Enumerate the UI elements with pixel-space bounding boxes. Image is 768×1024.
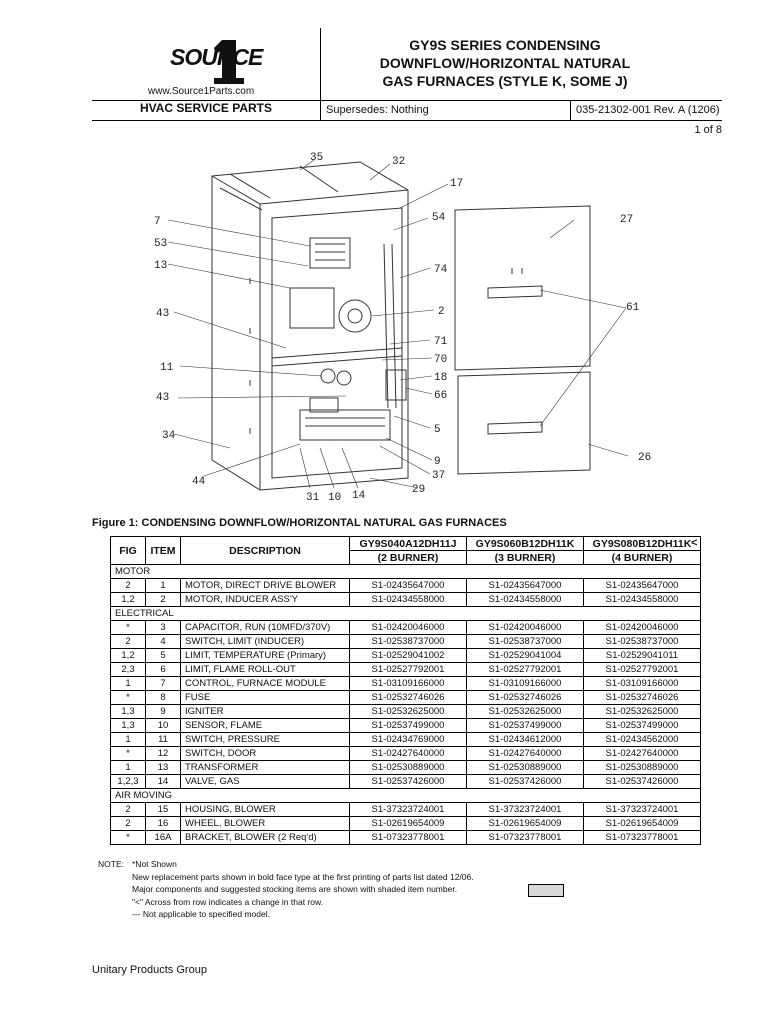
cell-part-number: S1-02434558000	[584, 593, 701, 607]
cell-part-number: S1-02420046000	[584, 621, 701, 635]
cell-description: BRACKET, BLOWER (2 Req'd)	[181, 831, 350, 845]
notes-label: NOTE:	[98, 859, 124, 869]
cell-item: 10	[146, 719, 181, 733]
cell-part-number: S1-02530889000	[584, 761, 701, 775]
cell-part-number: S1-02420046000	[467, 621, 584, 635]
diagram-callout: 32	[392, 156, 406, 168]
table-row	[111, 635, 701, 649]
cell-part-number: S1-02434612000	[467, 733, 584, 747]
cell-part-number: S1-02527792001	[350, 663, 467, 677]
note-line: "<" Across from row indicates a change in that row.	[132, 896, 324, 907]
cell-description: FUSE	[181, 691, 350, 705]
cell-item: 6	[146, 663, 181, 677]
diagram-callout: 17	[450, 178, 464, 190]
cell-fig: 1	[111, 733, 146, 747]
document-title	[340, 36, 670, 90]
cell-item: 16	[146, 817, 181, 831]
cell-part-number: S1-02427640000	[467, 747, 584, 761]
cell-item: 8	[146, 691, 181, 705]
parts-table	[110, 536, 701, 845]
diagram-callout: 44	[192, 476, 206, 488]
cell-item: 13	[146, 761, 181, 775]
cell-item: 9	[146, 705, 181, 719]
diagram-callout: 74	[434, 264, 448, 276]
col-header-item: ITEM	[146, 537, 181, 565]
cell-fig: *	[111, 831, 146, 845]
cell-part-number: S1-02537499000	[350, 719, 467, 733]
cell-description: TRANSFORMER	[181, 761, 350, 775]
table-row	[111, 677, 701, 691]
cell-part-number: S1-02538737000	[350, 635, 467, 649]
diagram-callout: 18	[434, 372, 448, 384]
cell-fig: *	[111, 621, 146, 635]
cell-description: HOUSING, BLOWER	[181, 803, 350, 817]
diagram-callout: 66	[434, 390, 448, 402]
diagram-callout: 54	[432, 212, 446, 224]
cell-item: 4	[146, 635, 181, 649]
cell-part-number: S1-02427640000	[584, 747, 701, 761]
table-row	[111, 733, 701, 747]
cell-fig: *	[111, 747, 146, 761]
cell-part-number: S1-02619654009	[584, 817, 701, 831]
group-label: AIR MOVING	[111, 789, 701, 803]
cell-part-number: S1-03109166000	[584, 677, 701, 691]
diagram-callout: 7	[154, 216, 161, 228]
cell-part-number: S1-02537426000	[350, 775, 467, 789]
cell-part-number: S1-02434558000	[467, 593, 584, 607]
cell-description: SWITCH, LIMIT (INDUCER)	[181, 635, 350, 649]
col-header-model: GY9S040A12DH11J	[350, 537, 467, 551]
diagram-callout: 26	[638, 452, 652, 464]
cell-description: SWITCH, DOOR	[181, 747, 350, 761]
document-number: 035-21302-001 Rev. A (1206)	[576, 104, 720, 116]
diagram-callout: 71	[434, 336, 448, 348]
col-header-burners: (3 BURNER)	[467, 551, 584, 565]
table-row	[111, 691, 701, 705]
cell-part-number: S1-02434562000	[584, 733, 701, 747]
cell-description: LIMIT, FLAME ROLL-OUT	[181, 663, 350, 677]
footer: Unitary Products Group	[92, 964, 207, 976]
table-row	[111, 593, 701, 607]
cell-item: 5	[146, 649, 181, 663]
cell-item: 14	[146, 775, 181, 789]
cell-part-number: S1-02530889000	[350, 761, 467, 775]
cell-part-number: S1-02434558000	[350, 593, 467, 607]
header-rule	[92, 120, 722, 121]
cell-part-number: S1-02532625000	[350, 705, 467, 719]
cell-part-number: S1-37323724001	[350, 803, 467, 817]
section-label: HVAC SERVICE PARTS	[139, 101, 273, 115]
col-header-burners: (4 BURNER)	[584, 551, 701, 565]
cell-part-number: S1-02532625000	[584, 705, 701, 719]
cell-part-number: S1-02420046000	[350, 621, 467, 635]
table-row	[111, 621, 701, 635]
diagram-callout: 11	[160, 362, 174, 374]
cell-part-number: S1-02435647000	[584, 579, 701, 593]
cell-part-number: S1-02532746026	[584, 691, 701, 705]
group-label: ELECTRICAL	[111, 607, 701, 621]
table-row	[111, 663, 701, 677]
col-header-fig: FIG	[111, 537, 146, 565]
title-line: GY9S SERIES CONDENSING	[409, 37, 601, 53]
header-divider	[320, 28, 321, 120]
cell-description: LIMIT, TEMPERATURE (Primary)	[181, 649, 350, 663]
cell-part-number: S1-02537426000	[584, 775, 701, 789]
table-row	[111, 803, 701, 817]
change-mark: <	[691, 537, 698, 549]
cell-fig: 1,3	[111, 719, 146, 733]
diagram-callout: 13	[154, 260, 168, 272]
table-group-row	[111, 789, 701, 803]
cell-item: 11	[146, 733, 181, 747]
cell-part-number: S1-02538737000	[584, 635, 701, 649]
cell-part-number: S1-02537499000	[467, 719, 584, 733]
cell-fig: 1	[111, 677, 146, 691]
col-header-model: GY9S080B12DH11K	[584, 537, 701, 551]
table-row	[111, 817, 701, 831]
diagram-callout: 61	[626, 302, 640, 314]
cell-fig: *	[111, 691, 146, 705]
cell-item: 15	[146, 803, 181, 817]
cell-fig: 2	[111, 803, 146, 817]
cell-fig: 2,3	[111, 663, 146, 677]
note-line: *Not Shown	[132, 859, 177, 869]
table-row	[111, 761, 701, 775]
cell-fig: 1,2,3	[111, 775, 146, 789]
table-row	[111, 719, 701, 733]
cell-item: 12	[146, 747, 181, 761]
diagram-callout: 10	[328, 492, 342, 504]
note-line: --- Not applicable to specified model.	[132, 909, 270, 919]
cell-part-number: S1-02619654009	[467, 817, 584, 831]
table-group-row	[111, 607, 701, 621]
table-row	[111, 831, 701, 845]
cell-item: 3	[146, 621, 181, 635]
cell-part-number: S1-02529041004	[467, 649, 584, 663]
cell-part-number: S1-02538737000	[467, 635, 584, 649]
cell-part-number: S1-02532746026	[467, 691, 584, 705]
furnace-exploded-diagram	[150, 148, 670, 508]
diagram-callout: 70	[434, 354, 448, 366]
cell-part-number: S1-02532746026	[350, 691, 467, 705]
cell-part-number: S1-07323778001	[350, 831, 467, 845]
cell-part-number: S1-02619654009	[350, 817, 467, 831]
cell-part-number: S1-03109166000	[350, 677, 467, 691]
logo-url[interactable]: www.Source1Parts.com	[148, 86, 255, 97]
note-line: New replacement parts shown in bold face type at the first printing of parts list dated 12/06.	[132, 871, 474, 882]
page-number: 1 of 8	[694, 124, 722, 136]
table-row	[111, 747, 701, 761]
diagram-callout: 35	[310, 152, 324, 164]
cell-part-number: S1-02435647000	[350, 579, 467, 593]
title-line: GAS FURNACES (STYLE K, SOME J)	[382, 73, 628, 89]
cell-part-number: S1-02527792001	[467, 663, 584, 677]
cell-description: CAPACITOR, RUN (10MFD/370V)	[181, 621, 350, 635]
cell-part-number: S1-07323778001	[467, 831, 584, 845]
diagram-callout: 37	[432, 470, 446, 482]
cell-description: CONTROL, FURNACE MODULE	[181, 677, 350, 691]
cell-part-number: S1-37323724001	[584, 803, 701, 817]
cell-fig: 1,2	[111, 649, 146, 663]
cell-item: 2	[146, 593, 181, 607]
cell-part-number: S1-37323724001	[467, 803, 584, 817]
table-row	[111, 705, 701, 719]
diagram-callout: 5	[434, 424, 441, 436]
cell-description: SENSOR, FLAME	[181, 719, 350, 733]
cell-part-number: S1-02532625000	[467, 705, 584, 719]
cell-description: SWITCH, PRESSURE	[181, 733, 350, 747]
cell-fig: 2	[111, 579, 146, 593]
cell-item: 1	[146, 579, 181, 593]
cell-fig: 1,2	[111, 593, 146, 607]
col-header-model: GY9S060B12DH11K	[467, 537, 584, 551]
cell-part-number: S1-02434769000	[350, 733, 467, 747]
cell-description: WHEEL, BLOWER	[181, 817, 350, 831]
diagram-callout: 29	[412, 484, 426, 496]
diagram-callout: 31	[306, 492, 320, 504]
cell-part-number: S1-02435647000	[467, 579, 584, 593]
diagram-callout: 27	[620, 214, 634, 226]
diagram-callout: 14	[352, 490, 366, 502]
figure-caption: Figure 1: CONDENSING DOWNFLOW/HORIZONTAL NATURAL GAS FURNACES	[92, 517, 507, 529]
table-row	[111, 775, 701, 789]
header-divider	[570, 100, 571, 120]
logo-text: SOURCE	[170, 44, 263, 70]
cell-part-number: S1-02529041011	[584, 649, 701, 663]
cell-fig: 2	[111, 635, 146, 649]
cell-fig: 2	[111, 817, 146, 831]
cell-part-number: S1-02529041002	[350, 649, 467, 663]
supersedes: Supersedes: Nothing	[326, 104, 429, 116]
diagram-callout: 43	[156, 308, 170, 320]
cell-fig: 1,3	[111, 705, 146, 719]
note-line: Major components and suggested stocking items are shown with shaded item number.	[132, 884, 458, 894]
table-row	[111, 649, 701, 663]
cell-part-number: S1-02537499000	[584, 719, 701, 733]
cell-item: 7	[146, 677, 181, 691]
cell-part-number: S1-03109166000	[467, 677, 584, 691]
table-group-row	[111, 565, 701, 579]
diagram-callout: 2	[438, 306, 445, 318]
cell-part-number: S1-02530889000	[467, 761, 584, 775]
cell-description: MOTOR, DIRECT DRIVE BLOWER	[181, 579, 350, 593]
cell-part-number: S1-02537426000	[467, 775, 584, 789]
table-row	[111, 579, 701, 593]
cell-part-number: S1-02527792001	[584, 663, 701, 677]
cell-part-number: S1-02427640000	[350, 747, 467, 761]
diagram-callout: 34	[162, 430, 176, 442]
group-label: MOTOR	[111, 565, 701, 579]
cell-description: MOTOR, INDUCER ASS'Y	[181, 593, 350, 607]
title-line: DOWNFLOW/HORIZONTAL NATURAL	[379, 55, 631, 71]
shaded-item-swatch	[528, 884, 564, 897]
cell-description: VALVE, GAS	[181, 775, 350, 789]
col-header-burners: (2 BURNER)	[350, 551, 467, 565]
cell-item: 16A	[146, 831, 181, 845]
cell-description: IGNITER	[181, 705, 350, 719]
diagram-callout: 43	[156, 392, 170, 404]
diagram-callout: 9	[434, 456, 441, 468]
col-header-description: DESCRIPTION	[181, 537, 350, 565]
parts-table-body	[111, 565, 701, 845]
cell-fig: 1	[111, 761, 146, 775]
cell-part-number: S1-07323778001	[584, 831, 701, 845]
diagram-callout: 53	[154, 238, 168, 250]
